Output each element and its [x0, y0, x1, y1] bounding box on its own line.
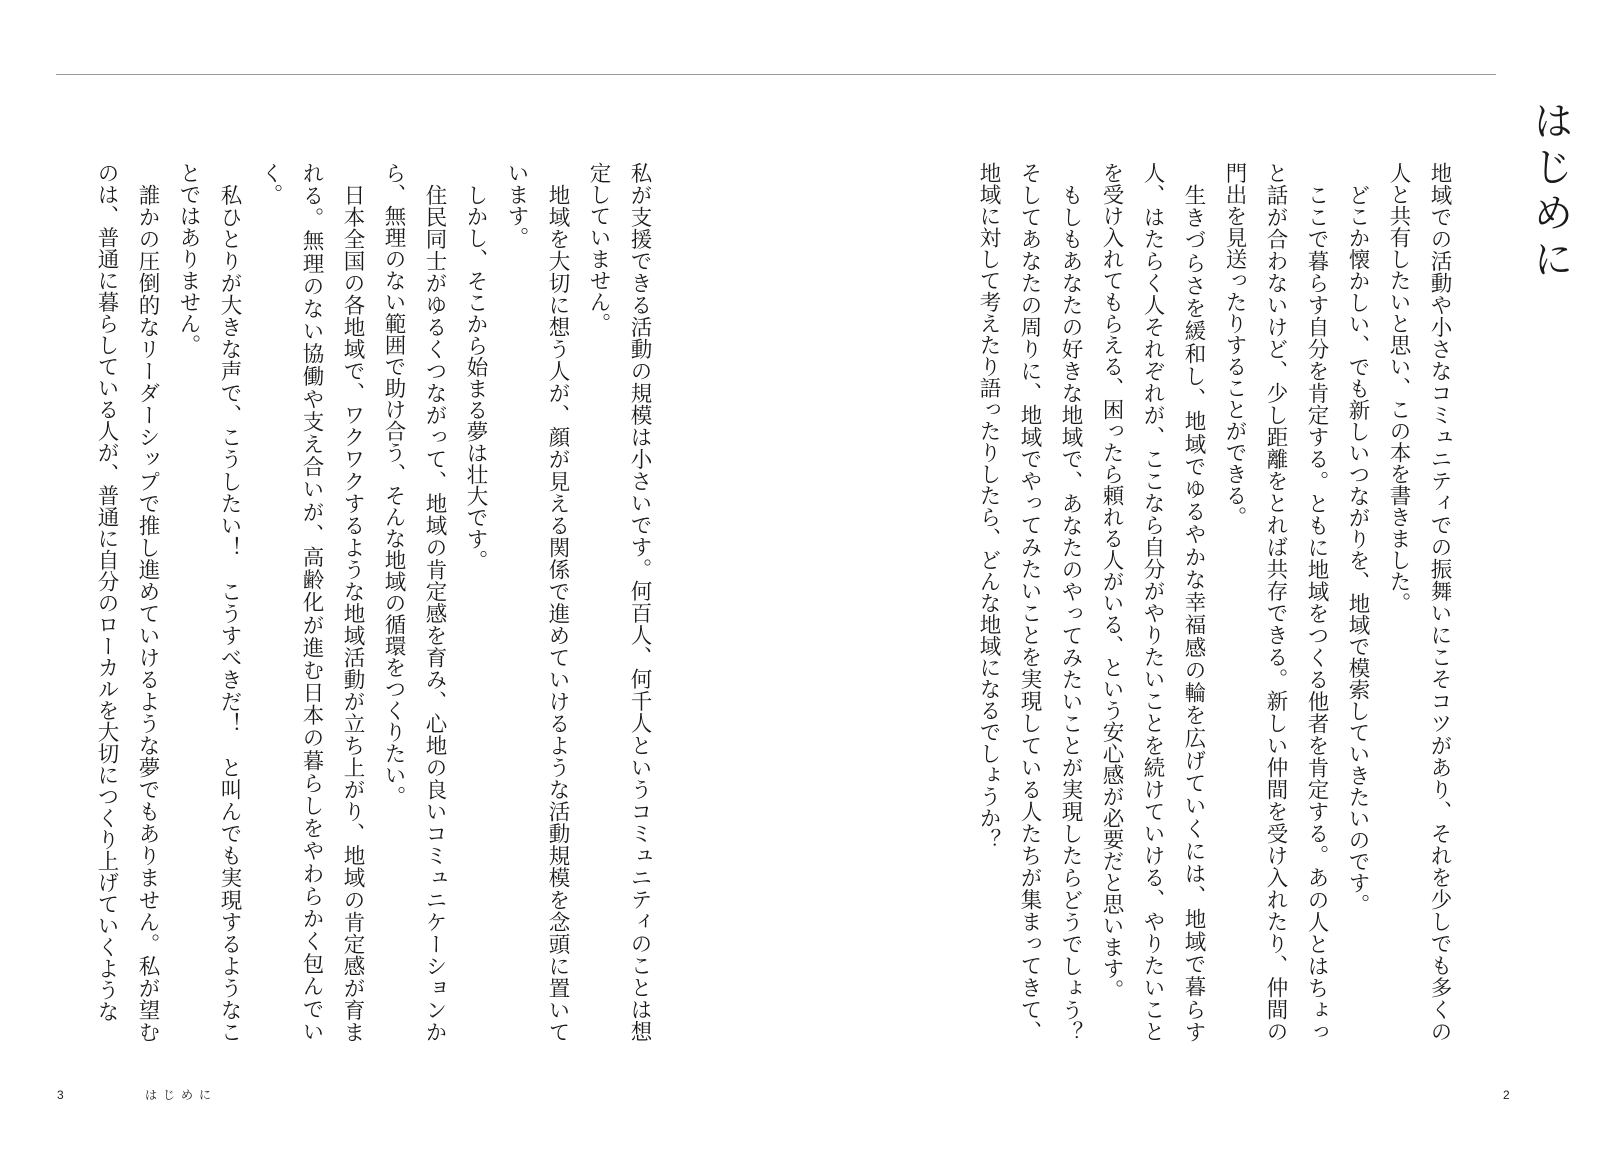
- paragraph: ここで暮らす自分を肯定する。ともに地域をつくる他者を肯定する。あの人とはちょっと話が合わないけど、少し距離をとれば共存できる。新しい仲間を受け入れたり、仲間の門出を見送ったりすることができる。: [1222, 162, 1329, 1042]
- paragraph: どこか懐かしい、でも新しいつながりを、地域で模索していきたいのです。: [1345, 183, 1370, 915]
- paragraph: 私ひとりが大きな声で、こうしたい！ こうすべきだ！ と叫んでも実現するようなことではありません。: [176, 162, 242, 1042]
- left-page-text: [94, 162, 660, 1042]
- paragraph: 誰かの圧倒的なリーダーシップで推し進めていけるような夢でもありません。私が望むのは、普通に暮らしている人が、普通に自分のローカルを大切につくり上げていくような: [94, 162, 160, 1042]
- paragraph: 住民同士がゆるくつながって、地域の肯定感を育み、心地の良いコミュニケーションから、無理のない範囲で助け合う、そんな地域の循環をつくりたい。: [381, 162, 447, 1042]
- chapter-title: はじめに: [1527, 100, 1573, 284]
- right-page-text: [890, 162, 1460, 1064]
- header-rule: [56, 74, 1496, 75]
- running-head: はじめに: [145, 1088, 218, 1102]
- paragraph: しかし、そこから始まる夢は壮大です。: [463, 183, 488, 571]
- page-number-right: 2: [1503, 1088, 1510, 1102]
- paragraph: 私が支援できる活動の規模は小さいです。何百人、何千人というコミュニティのことは想定していません。: [586, 162, 652, 1042]
- paragraph: 生きづらさを緩和し、地域でゆるやかな幸福感の輪を広げていくには、地域で暮らす人、はたらく人それぞれが、ここなら自分がやりたいことを続けていける、やりたいことを受け入れてもらえる、困ったら頼れる人がいる、という安心感が必要だと思います。: [1099, 162, 1206, 1042]
- paragraph: 日本全国の各地域で、ワクワクするような地域活動が立ち上がり、地域の肯定感が育まれる。無理のない協働や支え合いが、高齢化が進む日本の暮らしをやわらかく包んでいく。: [258, 162, 365, 1042]
- paragraph: もしもあなたの好きな地域で、あなたのやってみたいことが実現したらどうでしょう？ そしてあなたの周りに、地域でやってみたいことを実現している人たちが集まってきて、地域に対して考えたり語ったりしたら、どんな地域になるでしょうか？: [976, 162, 1083, 1064]
- paragraph: 地域での活動や小さなコミュニティでの振舞いにこそコツがあり、それを少しでも多くの人と共有したいと思い、この本を書きました。: [1386, 162, 1452, 1042]
- page-number-left: 3: [57, 1088, 64, 1102]
- paragraph: 地域を大切に想う人が、顔が見える関係で進めていけるような活動規模を念頭に置いています。: [504, 162, 570, 1042]
